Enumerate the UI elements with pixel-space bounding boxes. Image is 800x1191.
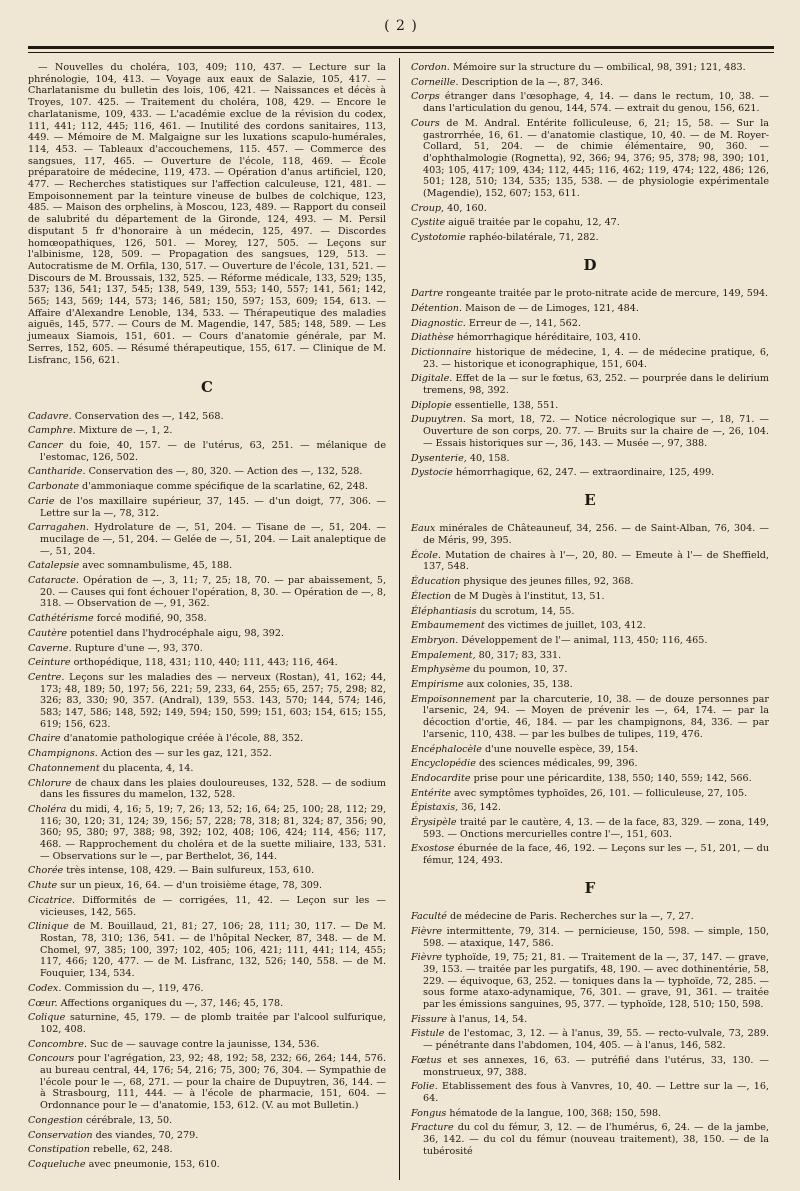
- entry-term: Fièvre: [411, 952, 443, 964]
- index-entry: [411, 694, 769, 741]
- entry-term: Folie.: [411, 1081, 438, 1093]
- entry-term: Diagnostic.: [411, 317, 466, 329]
- index-entry: [411, 453, 769, 465]
- entry-references: d'ammoniaque comme spécifique de la scarlatine, 62, 248.: [79, 481, 368, 493]
- index-entry: [28, 425, 386, 437]
- index-entry: [28, 481, 386, 493]
- index-entry: [411, 843, 769, 866]
- index-entry: [28, 643, 386, 655]
- entry-term: Colique: [28, 1012, 66, 1024]
- entry-references: à l'anus, 14, 54.: [447, 1013, 528, 1025]
- index-entry: [411, 679, 769, 691]
- index-entry: [411, 1014, 769, 1026]
- entry-references: 40, 158.: [466, 452, 510, 464]
- entry-term: Empalement,: [411, 649, 476, 661]
- index-entry: [411, 288, 769, 300]
- index-entry: [411, 118, 769, 200]
- entry-term: Fongus: [411, 1107, 447, 1119]
- entry-term: Fistule: [411, 1028, 445, 1040]
- index-entry: [28, 1053, 386, 1112]
- entry-references: Mixture de —, 1, 2.: [75, 425, 173, 437]
- entry-term: Choléra: [28, 803, 67, 815]
- section-letter-e: E: [584, 490, 596, 509]
- entry-term: Dysenterie,: [411, 452, 467, 464]
- entry-references: Hydrolature de —, 51, 204. — Tisane de —, 51, 204. — mucilage de —, 51, 204. — Gelée de —, 51, 204. — Lait analeptique de —, 51, 204.: [40, 522, 386, 557]
- entries-c-left: [28, 411, 386, 1171]
- index-entry: [411, 788, 769, 800]
- entry-term: Chlorure: [28, 777, 72, 789]
- index-entry: [28, 1159, 386, 1171]
- entry-references: avec somnambulisme, 45, 188.: [79, 560, 233, 572]
- column-divider: [399, 58, 400, 1180]
- index-entry: [28, 672, 386, 731]
- entry-term: Encyclopédie: [411, 758, 476, 770]
- index-entry: [411, 744, 769, 756]
- index-entry: [411, 802, 769, 814]
- index-entry: [28, 983, 386, 995]
- index-entry: [411, 232, 769, 244]
- entries-d: [411, 288, 769, 479]
- entry-term: Fièvre: [411, 925, 443, 937]
- entry-references: Conservation des —, 142, 568.: [71, 410, 224, 422]
- entry-references: Sa mort, 18, 72. — Notice nécrologique sur —, 18, 71. — Ouverture de son corps, 20. 77. — Bruits sur la chaire de —, 26, 104. — Essais historiques sur —, 36, 143. — Musée —, 97, 388.: [423, 414, 769, 449]
- entry-references: de M Dugès à l'institut, 13, 51.: [451, 590, 605, 602]
- entry-term: Cystotomie: [411, 232, 466, 244]
- entry-references: Leçons sur les maladies des — nerveux (Rostan), 41, 162; 44, 173; 48, 189; 50, 197; 56, 221; 59, 233, 64, 255; 65, 257; 75, 298; 82, 326; 83, 330; 90, 357. (Andral), 139, 553. 143, 570; 144, 574; 146, 583; 147, 586; 148, 592; 149, 594; 150, 599; 151, 603; 154, 615; 155, 619; 156, 623.: [40, 671, 386, 730]
- page-number: ( 2 ): [384, 18, 418, 34]
- index-entry: [28, 411, 386, 423]
- entry-references: éburnée de la face, 46, 192. — Leçons sur les —, 51, 201, — du fémur, 124, 493.: [423, 843, 769, 867]
- entry-references: de l'os maxillaire supérieur, 37, 145. — d'un doigt, 77, 306. — Lettre sur la —, 78, 312.: [40, 495, 386, 519]
- entry-references: Difformités de — corrigées, 11, 42. — Leçon sur les — vicieuses, 142, 565.: [40, 894, 386, 918]
- entry-references: de M. Andral. Entérite folliculeuse, 6, 21; 15, 58. — Sur la gastrorrhée, 16, 61. — d'anatomie clastique, 10, 40. — de M. Royer-Collard, 51, 204. — de chimie élémentaire, 90, 360. — d'ophthalmologie (Rognetta), 92, 366; 94, 376; 95, 378; 98, 390; 101, 403; 105, 417; 109, 434; 112, 445; 116, 462; 119, 474; 122, 486; 126, 501; 128, 510; 134, 535; 135, 538. — de physiologie expérimentale (Magendie), 152, 607; 153, 611.: [423, 117, 769, 200]
- entry-term: Coqueluche: [28, 1158, 86, 1170]
- entry-term: Dartre: [411, 288, 444, 300]
- entry-references: 36, 142.: [458, 802, 501, 814]
- entry-references: d'anatomie pathologique créée à l'école, 88, 352.: [60, 733, 304, 745]
- entry-references: pour l'agrégation, 23, 92; 48, 192; 58, 232; 66, 264; 144, 576. au bureau central, 44, 176; 54, 216; 75, 300; 76, 304. — Sympathie de l'école pour le —, 68, 271. — pour la chaire de Dupuytren, 36, 144. — à Strasbourg, 111, 444. — à l'école de pharmacie, 151, 604. — Ordonnance pour le — d'anatomie, 153, 612. (V. au mot Bulletin.): [40, 1053, 386, 1112]
- entry-term: Diathèse: [411, 332, 454, 344]
- entry-references: Affections organiques du —, 37, 146; 45, 178.: [57, 997, 284, 1009]
- index-entry: [411, 1108, 769, 1120]
- entry-references: Suc de — sauvage contre la jaunisse, 134, 536.: [87, 1038, 320, 1050]
- header-rule-thick: [28, 46, 774, 49]
- index-entry: [411, 523, 769, 546]
- index-entry: [411, 635, 769, 647]
- index-entry: [411, 347, 769, 370]
- index-entry: [411, 332, 769, 344]
- entry-references: Description de la —, 87, 346.: [458, 76, 604, 88]
- index-entry: [411, 373, 769, 396]
- entry-term: Caverne.: [28, 642, 72, 654]
- entry-references: hématode de la langue, 100, 368; 150, 598.: [446, 1107, 662, 1119]
- entry-references: Mémoire sur la structure du — ombilical, 98, 391; 121, 483.: [449, 62, 746, 73]
- entry-term: Catalepsie: [28, 560, 80, 572]
- intro-paragraph: — Nouvelles du choléra, 103, 409; 110, 437. — Lecture sur la phrénologie, 104, 413. — Voyage aux eaux de Salazie, 105, 417. — Charlatanisme du bulletin des lois, 106, 421. — Naissances et décès à Troyes, 107. 425. — Traitement du choléra, 108, 429. — Encore le charlatanisme, 109, 433. — L'académie exclue de la révision du codex, 111, 441; 112, 445; 116, 461. — Inutilité des cordons sanitaires, 113, 449. — Mémoire de M. Malgaigne sur les luxations scapulo-humérales, 114, 453. — Tableaux d'accouchemens, 115. 457. — Commerce des sangsues, 117, 465. — Ouverture de l'école, 118, 469. — École préparatoire de médecine, 119, 473. — Opération d'anus artificiel, 120, 477. — Recherches statistiques sur l'affection calculeuse, 121, 481. — Empoisonnement par la teinture vineuse de bulbes de colchique, 123, 485. — Maison des orphelins, à Moscou, 123, 489. — Rapport du conseil de salubrité du département de la Gironde, 124, 493. — M. Persil disputant 5 fr d'honoraire à un médecin, 125, 497. — Discordes homœopathiques, 126, 501. — Morey, 127, 505. — Leçons sur l'albinisme, 128, 509. — Propagation des sangsues, 129, 513. — Autocratisme de M. Orfila, 130, 517. — Ouverture de l'école, 131, 521. — Discours de M. Broussais, 132, 525. — Réforme médicale, 133, 529; 135, 537; 136, 541; 137, 545; 138, 549, 139, 553; 140, 557; 141, 561; 142, 565; 143, 569; 144, 573; 146, 581; 150, 597; 153, 609; 154, 613. — Affaire d'Alexandre Lenoble, 134, 533. — Thérapeutique des maladies aiguës, 145, 577. — Cours de M. Magendie, 147, 585; 148, 589. — Les jumeaux Siamois, 151, 601. — Cours d'anatomie générale, par M. Serres, 152, 605. — Résumé thérapeutique, 155, 617. — Clinique de M. Lisfranc, 156, 621.: [28, 62, 386, 366]
- index-entry: [28, 1012, 386, 1035]
- entry-term: Carbonate: [28, 481, 79, 493]
- entry-term: Éléphantiasis: [411, 605, 477, 617]
- index-entry: [411, 303, 769, 315]
- entry-term: Champignons.: [28, 748, 98, 760]
- entry-term: Cancer: [28, 439, 63, 451]
- entry-term: Cadavre.: [28, 410, 72, 422]
- entry-term: Constipation: [28, 1144, 90, 1156]
- entry-term: Cystite: [411, 217, 446, 229]
- entry-term: Faculté: [411, 911, 447, 923]
- index-entry: [411, 576, 769, 588]
- entry-term: Concombre.: [28, 1038, 87, 1050]
- index-page: [28, 18, 774, 1180]
- entry-term: Érysipèle: [411, 817, 457, 829]
- entry-term: Cataracte.: [28, 575, 79, 587]
- entry-references: de chaux dans les plaies douloureuses, 132, 528. — de sodium dans les fissures du mamelon, 132, 528.: [40, 777, 386, 801]
- entry-references: par la charcuterie, 10, 38. — de douze personnes par l'arsenic, 24, 94. — Moyen de prévenir les —, 64, 174. — par la décoction d'ortie, 46, 184. — par les champignons, 84, 336. — par l'arsenic, 110, 438. — par les bulbes de tulipes, 119, 476.: [423, 693, 769, 740]
- index-entry: [411, 1055, 769, 1078]
- entry-references: rongeante traitée par le proto-nitrate acide de mercure, 149, 594.: [443, 288, 769, 300]
- entry-references: aiguë traitée par le copahu, 12, 47.: [445, 217, 620, 229]
- entry-term: Chute: [28, 880, 58, 892]
- entry-term: Chaire: [28, 733, 61, 745]
- entry-references: des viandes, 70, 279.: [92, 1129, 199, 1141]
- entry-term: Cœur.: [28, 997, 58, 1009]
- index-entry: [411, 203, 769, 215]
- index-entry: [411, 318, 769, 330]
- index-entry: [411, 91, 769, 114]
- entry-references: Mutation de chaires à l'—, 20, 80. — Emeute à l'— de Sheffield, 137, 548.: [423, 549, 769, 573]
- entry-term: École.: [411, 549, 441, 561]
- entry-references: avec symptômes typhoïdes, 26, 101. — folliculeuse, 27, 105.: [450, 787, 748, 799]
- entry-term: Entérite: [411, 787, 451, 799]
- entry-term: Cantharide.: [28, 466, 86, 478]
- index-entry: [411, 650, 769, 662]
- entry-references: Rupture d'une —, 93, 370.: [71, 642, 203, 654]
- index-entry: [411, 911, 769, 923]
- entry-term: Cautère: [28, 627, 68, 639]
- index-entry: [411, 77, 769, 89]
- entry-term: Détention.: [411, 302, 463, 314]
- entry-term: Endocardite: [411, 772, 471, 784]
- entry-term: Codex.: [28, 982, 62, 994]
- index-entry: [28, 763, 386, 775]
- entry-references: de l'estomac, 3, 12. — à l'anus, 39, 55. — recto-vulvale, 73, 289. — pénétrante dans l'abdomen, 104, 405. — à l'anus, 146, 582.: [423, 1028, 769, 1052]
- index-entry: [28, 895, 386, 918]
- index-entry: [411, 606, 769, 618]
- index-entry: [411, 217, 769, 229]
- entry-references: du foie, 40, 157. — de l'utérus, 63, 251. — mélanique de l'estomac, 126, 502.: [40, 439, 386, 463]
- entry-references: Conservation des —, 80, 320. — Action des —, 132, 528.: [85, 466, 363, 478]
- entry-term: Empirisme: [411, 679, 464, 691]
- entries-f: [411, 911, 769, 1157]
- entry-term: Embaumement: [411, 620, 485, 632]
- entry-term: Empoisonnement: [411, 693, 496, 705]
- entry-term: Cordon.: [411, 62, 450, 73]
- index-entry: [28, 440, 386, 463]
- index-entry: [28, 998, 386, 1010]
- entry-references: 40, 160.: [444, 202, 487, 214]
- index-entry: [28, 613, 386, 625]
- entry-term: Emphysème: [411, 664, 471, 676]
- entry-term: Dystocie: [411, 467, 453, 479]
- right-column: [411, 62, 769, 1161]
- entry-references: aux colonies, 35, 138.: [463, 679, 573, 691]
- index-entry: [28, 1130, 386, 1142]
- entry-references: typhoïde, 19, 75; 21, 81. — Traitement de la —, 37, 147. — grave, 39, 153. — traitée par les purgatifs, 48, 190. — avec dothinentérie, 58, 229. — équivoque, 63, 252. — toniques dans la — typhoïde, 72, 285. — sous forme ataxo-adynamique, 76, 301. — grave, 91, 361. — traitée par les émissions sanguines, 95, 377. — typhoïde, 128, 510; 150, 598.: [423, 952, 769, 1011]
- section-letter-f: F: [584, 878, 596, 897]
- entry-term: Congestion: [28, 1114, 83, 1126]
- entry-references: du placenta, 4, 14.: [99, 762, 194, 774]
- entry-references: rebelle, 62, 248.: [89, 1144, 173, 1156]
- entry-term: Ceinture: [28, 657, 71, 669]
- entry-references: avec pneumonie, 153, 610.: [85, 1158, 220, 1170]
- index-entry: [411, 591, 769, 603]
- entry-term: Fracture: [411, 1122, 454, 1134]
- index-entry: [411, 62, 769, 74]
- entry-references: potentiel dans l'hydrocéphale aigu, 98, 392.: [67, 627, 285, 639]
- index-entry: [411, 620, 769, 632]
- index-entry: [411, 1028, 769, 1051]
- index-entry: [411, 467, 769, 479]
- entry-references: et ses annexes, 16, 63. — putréfié dans l'utérus, 33, 130. — monstrueux, 97, 388.: [423, 1054, 769, 1078]
- index-entry: [411, 400, 769, 412]
- entry-references: essentielle, 138, 551.: [451, 399, 559, 411]
- index-entry: [411, 664, 769, 676]
- index-entry: [28, 522, 386, 557]
- entry-references: prise pour une péricardite, 138, 550; 140, 559; 142, 566.: [470, 772, 752, 784]
- index-entry: [28, 1144, 386, 1156]
- index-entry: [28, 733, 386, 745]
- index-entry: [28, 657, 386, 669]
- entry-term: Élection: [411, 590, 452, 602]
- entry-references: Erreur de —, 141, 562.: [465, 317, 581, 329]
- index-entry: [411, 817, 769, 840]
- index-entry: [28, 865, 386, 877]
- entry-term: Cathétérisme: [28, 613, 94, 625]
- entry-references: hémorrhagique héréditaire, 103, 410.: [453, 332, 642, 344]
- entries-e: [411, 523, 769, 867]
- entry-term: Dupuytren.: [411, 414, 466, 426]
- entries-c-right: [411, 62, 769, 244]
- entry-references: du midi, 4, 16; 5, 19; 7, 26; 13, 52; 16, 64; 25, 100; 28, 112; 29, 116; 30, 120; 31, 124; 39, 156; 57, 228; 78, 318; 81, 324; 87, 356; 90, 360; 95, 380; 97, 388; 98, 392; 102, 408; 106, 424; 114, 456; 117, 468. — Rapprochement du choléra et de la suette miliaire, 133, 531. — Observations sur le —, par Berthelot, 36, 144.: [40, 803, 386, 862]
- entry-term: Centre.: [28, 671, 65, 683]
- entry-term: Chorée: [28, 865, 64, 877]
- index-entry: [28, 560, 386, 572]
- index-entry: [28, 880, 386, 892]
- section-letter-c: C: [201, 378, 213, 397]
- entry-references: étranger dans l'œsophage, 4, 14. — dans le rectum, 10, 38. — dans l'articulation du genou, 144, 574. — extrait du genou, 156, 621.: [423, 91, 769, 115]
- entry-term: Corps: [411, 91, 440, 103]
- left-column: [28, 62, 386, 1174]
- entry-references: des sciences médicales, 99, 396.: [475, 758, 638, 770]
- entry-references: Maison de — de Limoges, 121, 484.: [462, 302, 639, 314]
- entry-term: Cours: [411, 117, 440, 129]
- entry-references: saturnine, 45, 179. — de plomb traitée par l'alcool sulfurique, 102, 408.: [40, 1012, 386, 1035]
- entry-references: de M. Bouillaud, 21, 81; 27, 106; 28, 111; 30, 117. — De M. Rostan, 78, 310; 136, 541. — de l'hôpital Necker, 87, 348. — de M. Chomel, 97, 385; 100, 397; 102, 405; 106, 421; 111, 441; 114, 455; 117, 466; 120, 477. — de M. Lisfranc, 132, 526; 140, 558. — de M. Fouquier, 134, 534.: [40, 921, 386, 980]
- entry-references: hémorrhagique, 62, 247. — extraordinaire, 125, 499.: [452, 467, 715, 479]
- index-entry: [28, 575, 386, 610]
- entry-references: forcé modifié, 90, 358.: [93, 613, 207, 625]
- index-entry: [28, 778, 386, 801]
- entry-term: Corneille.: [411, 76, 459, 88]
- entry-term: Dictionnaire: [411, 346, 472, 358]
- entry-references: du scrotum, 14, 55.: [476, 605, 575, 617]
- entry-references: Opération de —, 3, 11; 7, 25; 18, 70. — par abaissement, 5, 20. — Causes qui font échouer l'opération, 8, 30. — Opération de —, 8, 318. — Observation de —, 91, 362.: [40, 575, 386, 610]
- index-entry: [411, 414, 769, 449]
- index-entry: [28, 496, 386, 519]
- entry-references: historique de médecine, 1, 4. — de médecine pratique, 6, 23. — historique et iconographique, 151, 604.: [423, 346, 769, 370]
- header-rule-thin: [28, 52, 774, 53]
- entry-references: sur un pieux, 16, 64. — d'un troisième étage, 78, 309.: [57, 880, 323, 892]
- entry-term: Conservation: [28, 1129, 93, 1141]
- index-entry: [28, 921, 386, 980]
- entry-term: Fœtus: [411, 1054, 442, 1066]
- entry-term: Encéphalocèle: [411, 743, 482, 755]
- index-entry: [28, 1115, 386, 1127]
- entry-references: des victimes de juillet, 103, 412.: [484, 620, 646, 632]
- index-entry: [411, 1081, 769, 1104]
- entry-references: de médecine de Paris. Recherches sur la —, 7, 27.: [446, 911, 694, 923]
- entry-term: Exostose: [411, 843, 455, 855]
- entry-term: Éducation: [411, 576, 461, 588]
- entry-references: Effet de la — sur le fœtus, 63, 252. — pourprée dans le delirium tremens, 98, 392.: [423, 373, 769, 397]
- index-entry: [411, 758, 769, 770]
- entry-term: Diplopie: [411, 399, 452, 411]
- entry-references: très intense, 108, 429. — Bain sulfureux, 153, 610.: [63, 865, 315, 877]
- section-letter-d: D: [583, 255, 597, 274]
- entry-term: Camphre.: [28, 425, 76, 437]
- entry-references: Action des — sur les gaz, 121, 352.: [97, 748, 272, 760]
- entry-term: Concours: [28, 1053, 75, 1065]
- entry-references: 80, 317; 83, 331.: [475, 649, 562, 661]
- index-entry: [411, 952, 769, 1011]
- entry-references: d'une nouvelle espèce, 39, 154.: [481, 743, 639, 755]
- entry-references: intermittente, 79, 314. — pernicieuse, 150, 598. — simple, 150, 598. — ataxique, 147, 586.: [423, 925, 769, 949]
- entry-references: cérébrale, 13, 50.: [82, 1114, 173, 1126]
- entry-references: minérales de Châteauneuf, 34, 256. — de Saint-Alban, 76, 304. — de Méris, 99, 395.: [423, 523, 769, 546]
- entry-term: Carie: [28, 495, 55, 507]
- entry-term: Épistaxis,: [411, 802, 459, 814]
- entry-term: Chatonnement: [28, 762, 100, 774]
- entry-references: Etablissement des fous à Vanvres, 10, 40. — Lettre sur la —, 16, 64.: [423, 1081, 769, 1104]
- entry-references: Commission du —, 119, 476.: [61, 982, 204, 994]
- entry-term: Embryon.: [411, 634, 459, 646]
- entry-term: Cicatrice.: [28, 894, 76, 906]
- entry-term: Digitale.: [411, 373, 453, 385]
- entry-term: Eaux: [411, 523, 436, 535]
- index-entry: [28, 628, 386, 640]
- entry-references: orthopédique, 118, 431; 110, 440; 111, 443; 116, 464.: [70, 657, 338, 669]
- index-entry: [411, 926, 769, 949]
- index-entry: [28, 1039, 386, 1051]
- entry-references: du col du fémur, 3, 12. — de l'humérus, 6, 24. — de la jambe, 36, 142. — du col du fémur (nouveau traitement), 38, 150. — de la tubérosité: [423, 1122, 769, 1157]
- index-entry: [28, 804, 386, 863]
- index-entry: [411, 1122, 769, 1157]
- entry-term: Clinique: [28, 921, 69, 933]
- index-entry: [28, 748, 386, 760]
- entry-references: du poumon, 10, 37.: [470, 664, 568, 676]
- entry-references: traité par le cautère, 4, 13. — de la face, 83, 329. — zona, 149, 593. — Onctions mercurielles contre l'—, 151, 603.: [423, 817, 769, 840]
- index-entry: [28, 466, 386, 478]
- entry-term: Croup,: [411, 202, 445, 214]
- entry-references: Développement de l'— animal, 113, 450; 116, 465.: [458, 634, 708, 646]
- entry-references: physique des jeunes filles, 92, 368.: [460, 576, 634, 588]
- entry-term: Carragahen.: [28, 522, 89, 534]
- index-entry: [411, 550, 769, 573]
- entry-references: raphéo-bilatérale, 71, 282.: [465, 232, 599, 244]
- entry-term: Fissure: [411, 1013, 448, 1025]
- index-entry: [411, 773, 769, 785]
